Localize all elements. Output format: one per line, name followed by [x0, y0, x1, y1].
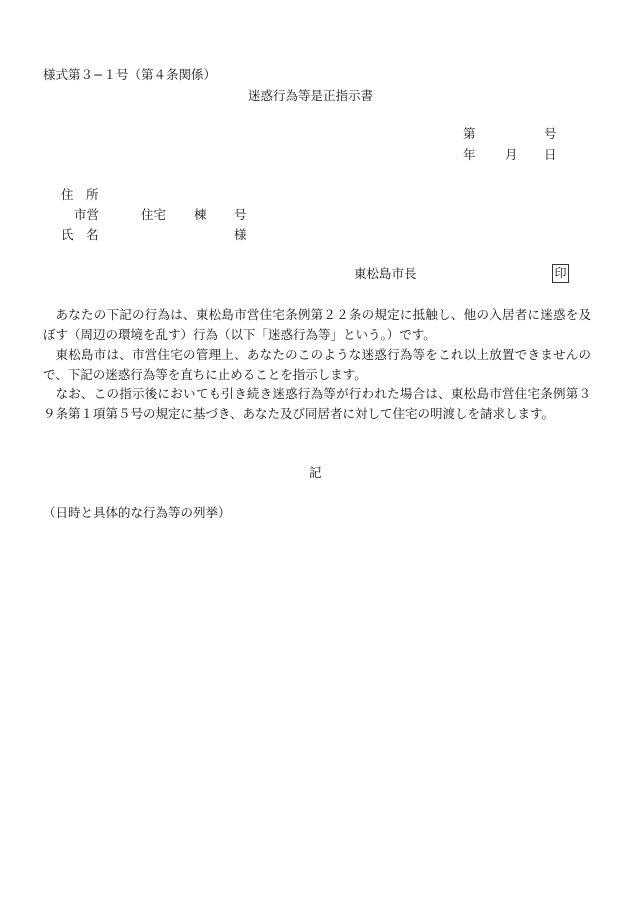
document-title: 迷惑行為等是正指示書	[248, 88, 374, 103]
form-number: 様式第３−１号（第４条関係）	[43, 67, 216, 82]
details-label: （日時と具体的な行為等の列挙）	[43, 505, 231, 520]
housing-mune: 棟	[194, 207, 207, 222]
number-go: 号	[544, 126, 557, 141]
number-dai: 第	[463, 126, 476, 141]
seal-mark: 印	[552, 264, 569, 283]
date-year: 年	[463, 147, 476, 162]
name-label: 氏 名	[61, 227, 99, 242]
ki-heading: 記	[309, 465, 322, 480]
housing-shiei: 市営	[74, 207, 100, 222]
body-paragraph-1: あなたの下記の行為は、東松島市営住宅条例第２２条の規定に抵触し、他の入居者に迷惑を及ぼす（周辺の環境を乱す）行為（以下「迷惑行為等」という。）です。	[43, 307, 591, 342]
housing-go: 号	[234, 207, 247, 222]
sama-label: 様	[234, 227, 247, 242]
issuer-name: 東松島市長	[354, 266, 417, 281]
housing-jutaku: 住宅	[141, 207, 167, 222]
date-month: 月	[505, 147, 518, 162]
date-day: 日	[544, 147, 557, 162]
address-label: 住 所	[61, 187, 99, 202]
body-paragraph-3: なお、この指示後においても引き続き迷惑行為等が行われた場合は、東松島市営住宅条例第３９条第１項第５号の規定に基づき、あなた及び同居者に対して住宅の明渡しを請求します。	[43, 386, 591, 421]
body-paragraph-2: 東松島市は、市営住宅の管理上、あなたのこのような迷惑行為等をこれ以上放置できませんので、下記の迷惑行為等を直ちに止めることを指示します。	[43, 347, 591, 382]
